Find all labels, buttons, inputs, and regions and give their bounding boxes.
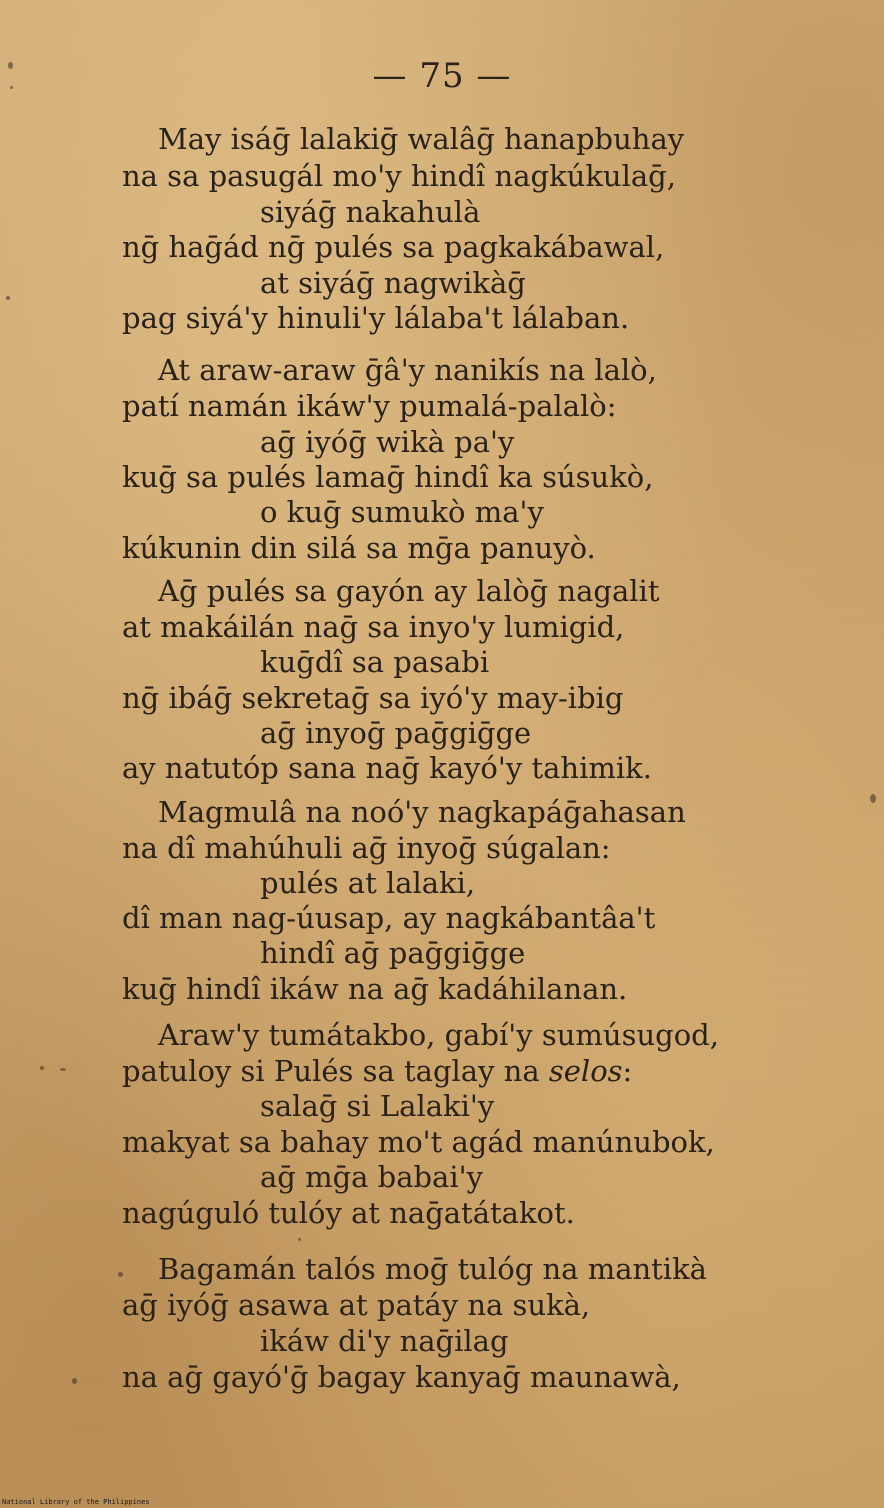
paper-speck [60,1068,66,1071]
verse-line: aḡ iyóḡ wikà pa'y [260,425,515,459]
verse-line: Aḡ pulés sa gayón ay lalòḡ nagalit [158,574,660,608]
verse-line: pag siyá'y hinuli'y lálaba't lálaban. [122,301,630,335]
verse-line: dî man nag-úusap, ay nagkábantâa't [122,901,656,935]
verse-line: kuḡ hindî ikáw na aḡ kadáhilanan. [122,972,628,1006]
verse-line: kuḡ sa pulés lamaḡ hindî ka súsukò, [122,460,654,494]
footer-note: National Library of the Philippines [2,1498,150,1506]
page-number: — 75 — [372,56,512,96]
verse-line: aḡ inyoḡ paḡgiḡge [260,716,532,750]
verse-line: o kuḡ sumukò ma'y [260,495,544,529]
verse-line: at siyáḡ nagwikàḡ [260,266,526,300]
paper-speck [6,296,10,300]
verse-line: salaḡ si Lalaki'y [260,1089,495,1123]
verse-line: at makáilán naḡ sa inyo'y lumigid, [122,610,625,644]
verse-line: na dî mahúhuli aḡ inyoḡ súgalan: [122,831,611,865]
paper-speck [72,1378,77,1384]
verse-line: Magmulâ na noó'y nagkapáḡahasan [158,795,686,829]
verse-line: pulés at lalaki, [260,866,476,900]
verse-line: siyáḡ nakahulà [260,195,481,229]
verse-line: kúkunin din silá sa mḡa panuyò. [122,531,596,565]
verse-line: At araw-araw ḡâ'y nanikís na lalò, [158,353,657,387]
verse-line: makyat sa bahay mo't agád manúnubok, [122,1125,715,1159]
paper-speck [118,1272,123,1277]
verse-line: ikáw di'y naḡilag [260,1324,509,1358]
verse-line: na sa pasugál mo'y hindî nagkúkulaḡ, [122,159,676,193]
paper-speck [8,62,13,69]
verse-line: na aḡ gayó'ḡ bagay kanyaḡ maunawà, [122,1360,681,1394]
paper-speck [298,1238,301,1241]
verse-line: nḡ ibáḡ sekretaḡ sa iyó'y may-ibig [122,681,624,715]
verse-line: aḡ mḡa babai'y [260,1160,483,1194]
verse-line: aḡ iyóḡ asawa at patáy na sukà, [122,1288,591,1322]
verse-line: kuḡdî sa pasabi [260,645,490,679]
verse-text: patuloy si Pulés sa taglay na [122,1054,549,1088]
italic-word: selos [548,1054,623,1088]
verse-line [122,1053,632,1089]
paper-speck [870,794,876,803]
verse-line: hindî aḡ paḡgiḡge [260,936,526,970]
verse-line: patí namán ikáw'y pumalá-palalò: [122,389,617,423]
paper-speck [40,1066,44,1070]
verse-line: ay natutóp sana naḡ kayó'y tahimik. [122,751,652,785]
verse-line: nagúguló tulóy at naḡatátakot. [122,1196,575,1230]
verse-line: Bagamán talós moḡ tulóg na mantikà [158,1252,707,1286]
verse-line: May isáḡ lalakiḡ walâḡ hanapbuhay [158,122,685,156]
verse-line: Araw'y tumátakbo, gabí'y sumúsugod, [158,1018,719,1052]
verse-line: nḡ haḡád nḡ pulés sa pagkakábawal, [122,230,665,264]
verse-punctuation: : [622,1054,633,1088]
paper-speck [10,86,13,89]
